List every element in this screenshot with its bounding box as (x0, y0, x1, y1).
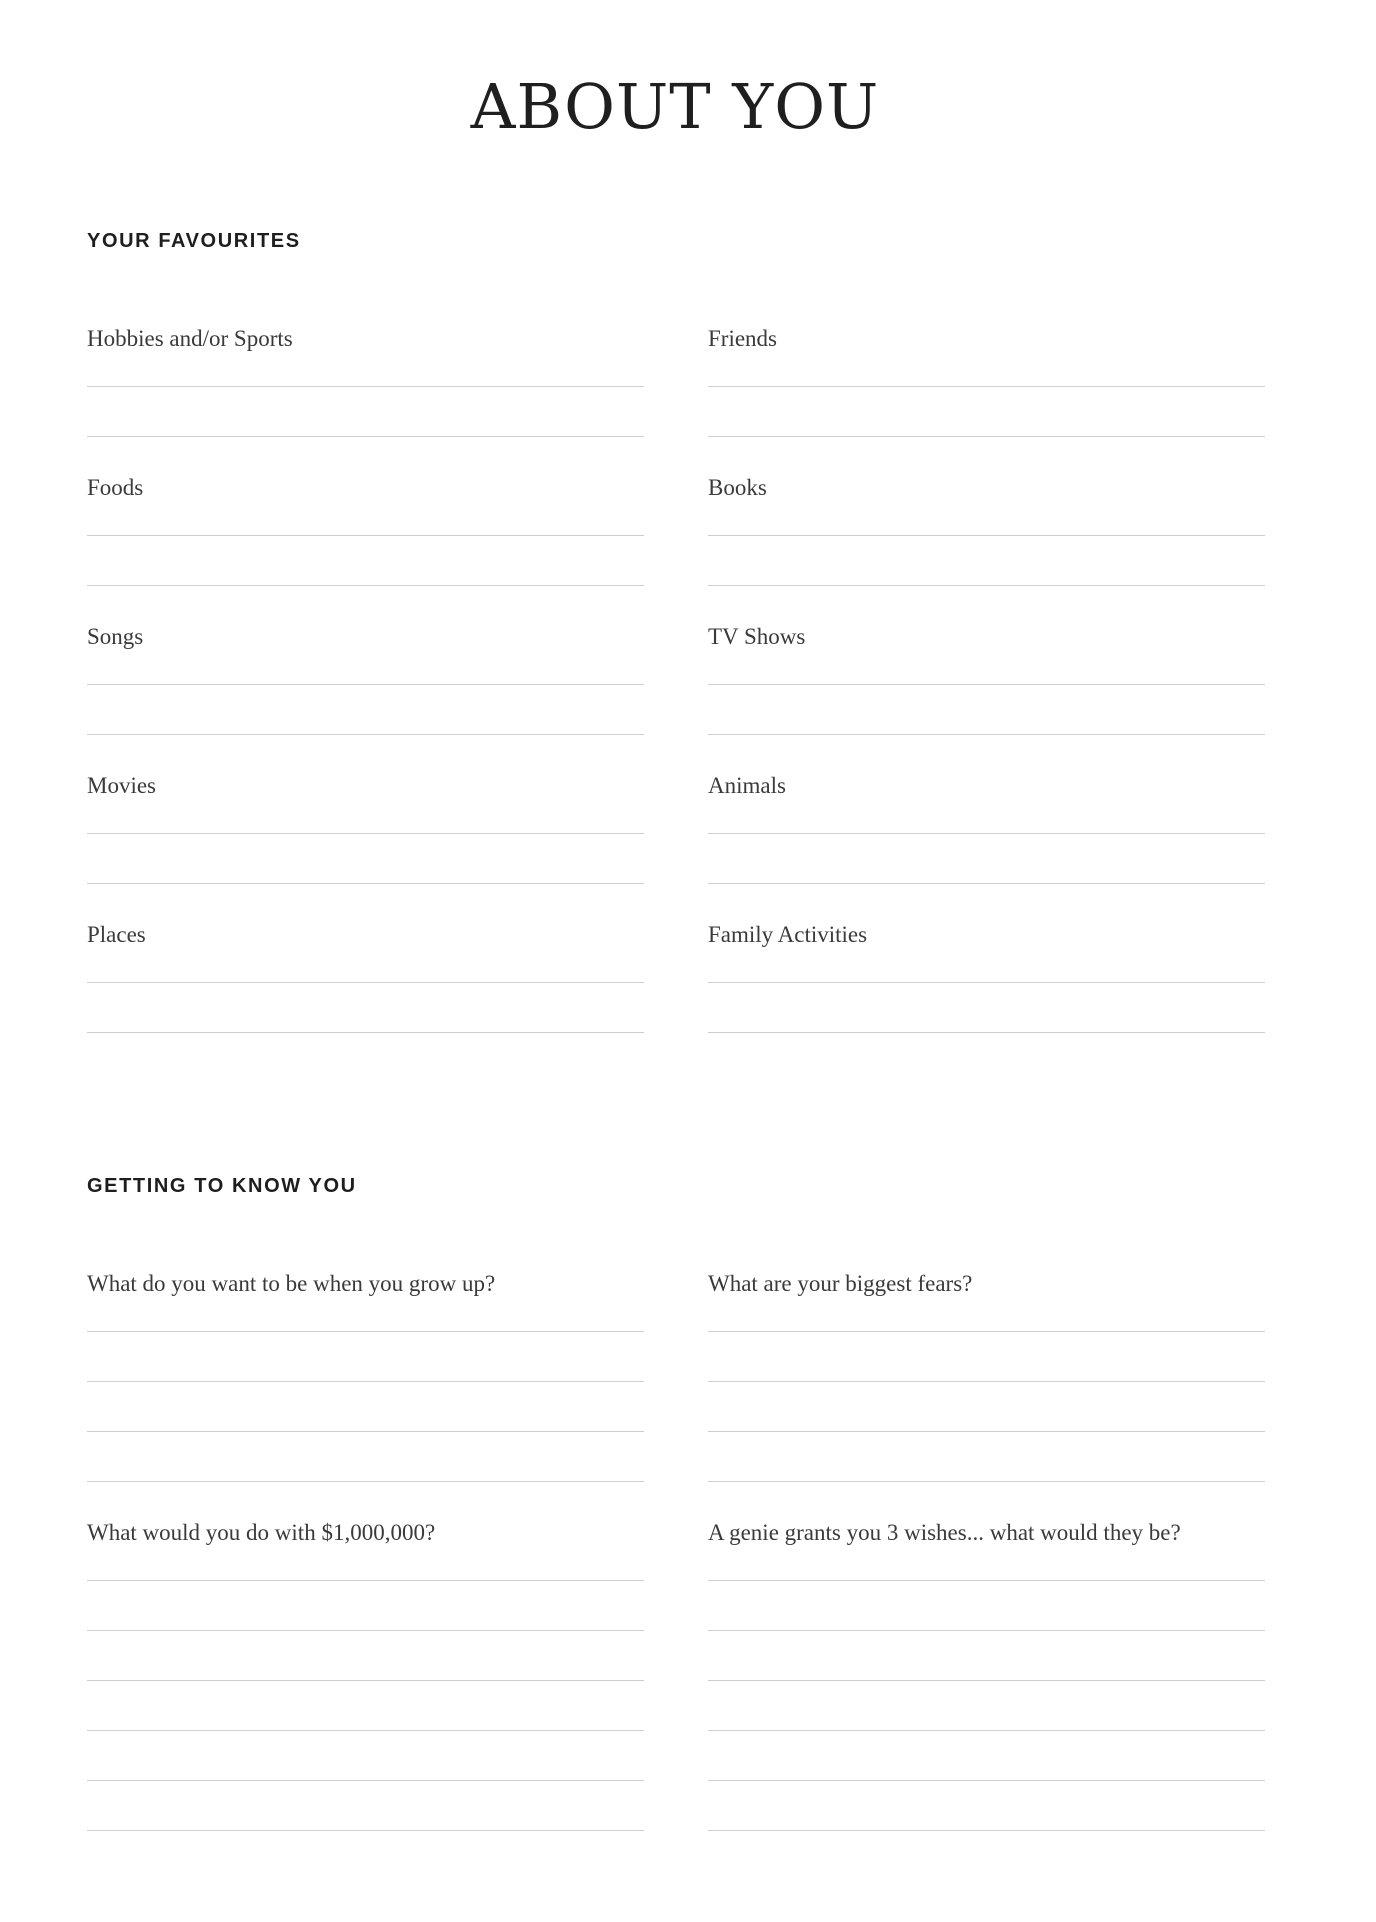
field-label: What would you do with $1,000,000? (87, 1520, 436, 1545)
write-line[interactable] (87, 1680, 644, 1681)
field-label: Places (87, 922, 146, 947)
write-line[interactable] (87, 1331, 644, 1332)
field-label: Friends (708, 326, 777, 351)
write-line[interactable] (87, 734, 644, 735)
section-heading-getting-to-know-you: GETTING TO KNOW YOU (87, 1175, 357, 1197)
write-line[interactable] (708, 386, 1265, 387)
field-label: A genie grants you 3 wishes... what would they be? (708, 1520, 1181, 1545)
field-label: Foods (87, 475, 144, 500)
write-line[interactable] (708, 883, 1265, 884)
write-line[interactable] (87, 386, 644, 387)
write-line[interactable] (708, 1780, 1265, 1781)
write-line[interactable] (87, 1431, 644, 1432)
write-line[interactable] (87, 1630, 644, 1631)
write-line[interactable] (708, 1830, 1265, 1831)
write-line[interactable] (708, 1331, 1265, 1332)
write-line[interactable] (708, 684, 1265, 685)
write-line[interactable] (708, 535, 1265, 536)
write-line[interactable] (708, 833, 1265, 834)
write-line[interactable] (87, 833, 644, 834)
write-line[interactable] (87, 1032, 644, 1033)
write-line[interactable] (87, 1730, 644, 1731)
write-line[interactable] (708, 1381, 1265, 1382)
write-line[interactable] (87, 1780, 644, 1781)
write-line[interactable] (708, 982, 1265, 983)
write-line[interactable] (708, 1630, 1265, 1631)
write-line[interactable] (87, 1381, 644, 1382)
write-line[interactable] (708, 734, 1265, 735)
write-line[interactable] (87, 1580, 644, 1581)
write-line[interactable] (87, 684, 644, 685)
write-line[interactable] (708, 1730, 1265, 1731)
field-label: What do you want to be when you grow up? (87, 1271, 496, 1296)
write-line[interactable] (87, 585, 644, 586)
write-line[interactable] (708, 1431, 1265, 1432)
write-line[interactable] (87, 982, 644, 983)
write-line[interactable] (87, 1481, 644, 1482)
field-label: What are your biggest fears? (708, 1271, 973, 1296)
field-label: TV Shows (708, 624, 806, 649)
write-line[interactable] (87, 535, 644, 536)
write-line[interactable] (708, 1481, 1265, 1482)
write-line[interactable] (708, 1032, 1265, 1033)
write-line[interactable] (87, 436, 644, 437)
section-heading-favourites: YOUR FAVOURITES (87, 230, 301, 252)
field-label: Animals (708, 773, 786, 798)
field-label: Movies (87, 773, 156, 798)
write-line[interactable] (708, 585, 1265, 586)
write-line[interactable] (708, 1580, 1265, 1581)
write-line[interactable] (87, 883, 644, 884)
write-line[interactable] (87, 1830, 644, 1831)
write-line[interactable] (708, 436, 1265, 437)
field-label: Hobbies and/or Sports (87, 326, 293, 351)
page-title: ABOUT YOU (470, 70, 880, 143)
field-label: Family Activities (708, 922, 868, 947)
write-line[interactable] (708, 1680, 1265, 1681)
field-label: Songs (87, 624, 144, 649)
field-label: Books (708, 475, 767, 500)
